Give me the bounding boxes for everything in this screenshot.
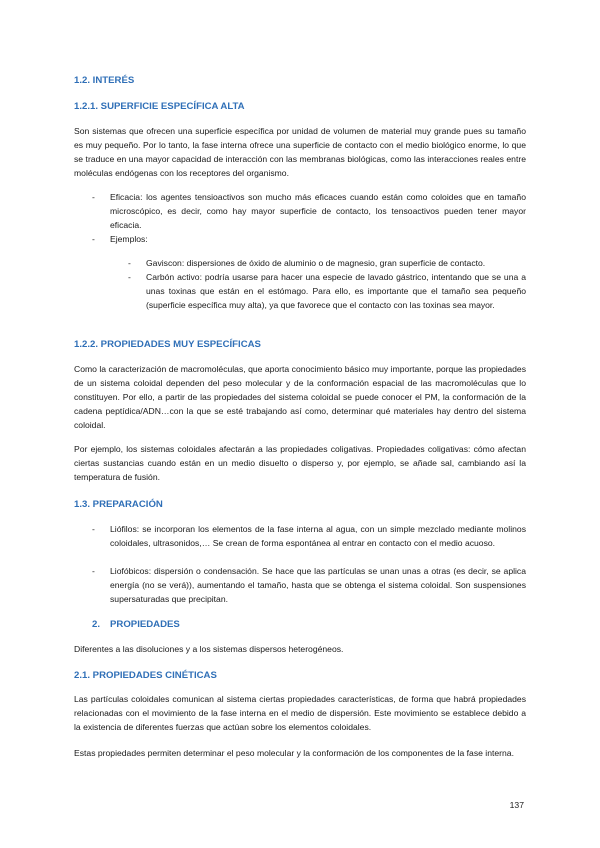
paragraph-propiedades-especificas: Como la caracterización de macromoléculas, que aporta conocimiento básico muy importante, porque las propiedades de un sistema coloidal dependen del peso molecular y de la conformación espacial de las macromoléculas que lo constituyen. Por ello, a partir de las propiedades del sistema coloidal se puede conocer el PM, la conformación de la cadena peptídica/ADN…con la que se esté trabajando así como, determinar qué materiales hay dentro del sistema coloidal. (74, 364, 526, 430)
bullet-eficacia: Eficacia: los agentes tensioactivos son mucho más eficaces cuando están como coloides que en tamaño microscópico, es decir, como hay mayor superficie de contacto, los tensoactivos pueden tener mayor eficacia. (110, 192, 526, 230)
heading-2-1: 2.1. PROPIEDADES CINÉTICAS (74, 670, 217, 681)
sub-bullet-gaviscon: Gaviscon: dispersiones de óxido de aluminio o de magnesio, gran superficie de contacto. (146, 258, 486, 268)
heading-1-2: 1.2. INTERÉS (74, 75, 135, 86)
paragraph-superficie: Son sistemas que ofrecen una superficie específica por unidad de volumen de material muy grande pues su tamaño es muy pequeño. Por lo tanto, la fase interna ofrece una superficie de contacto con el medio biológico enorme, lo que se traduce en una mayor capacidad de interacción con las membranas biológicas, como las interacciones reales entre moléculas endógenas con los receptores del organismo. (74, 126, 526, 178)
paragraph-cineticas: Las partículas coloidales comunican al sistema ciertas propiedades características, de forma que habrá propiedades relacionadas con el movimiento de la fase interna en el medio de dispersión. Este movimiento se establece debido a la existencia de diferentes fuerzas que actúan sobre los elementos coloidales. (74, 694, 526, 732)
paragraph-coligativas: Por ejemplo, los sistemas coloidales afectarán a las propiedades coligativas. Propiedades coligativas: cómo afectan ciertas sustancias cuando están en un medio disuelto o disperso y, por ejemplo, se añade sal, cambiando así la temperatura de fusión. (74, 444, 526, 482)
heading-2: PROPIEDADES (110, 619, 180, 630)
paragraph-peso-molecular: Estas propiedades permiten determinar el peso molecular y la conformación de los componentes de la fase interna. (74, 748, 514, 758)
sub-bullet-dash: - (128, 258, 131, 268)
bullet-dash: - (92, 524, 95, 534)
bullet-dash: - (92, 234, 95, 244)
sub-bullet-carbon: Carbón activo: podría usarse para hacer una especie de lavado gástrico, intentando que se una a unas toxinas que están en el estómago. Para ello, es importante que el tamaño sea pequeño (superficie específica muy alta), ya que favorece que el contacto con las toxinas sea mayor. (146, 272, 526, 310)
heading-1-2-1: 1.2.1. SUPERFICIE ESPECÍFICA ALTA (74, 101, 245, 112)
bullet-dash: - (92, 192, 95, 202)
sub-bullet-dash: - (128, 272, 131, 282)
heading-1-2-2: 1.2.2. PROPIEDADES MUY ESPECÍFICAS (74, 339, 261, 350)
bullet-ejemplos: Ejemplos: (110, 234, 148, 244)
page-number: 137 (509, 800, 524, 810)
heading-2-number: 2. (92, 619, 101, 630)
heading-1-3: 1.3. PREPARACIÓN (74, 499, 163, 510)
bullet-liofobicos: Liofóbicos: dispersión o condensación. Se hace que las partículas se unan unas a otras (es decir, se aplica energía (no se verá)), aumentando el tamaño, hasta que se obtenga el sistema coloidal. Son suspensiones supersaturadas que precipitan. (110, 566, 526, 604)
paragraph-diferentes: Diferentes a las disoluciones y a los sistemas dispersos heterogéneos. (74, 644, 344, 654)
bullet-liofilos: Liófilos: se incorporan los elementos de la fase interna al agua, con un simple mezclado mediante molinos coloidales, ultrasonidos,… Se crean de forma espontánea al entrar en contacto con el medio acuoso. (110, 524, 526, 548)
bullet-dash: - (92, 566, 95, 576)
